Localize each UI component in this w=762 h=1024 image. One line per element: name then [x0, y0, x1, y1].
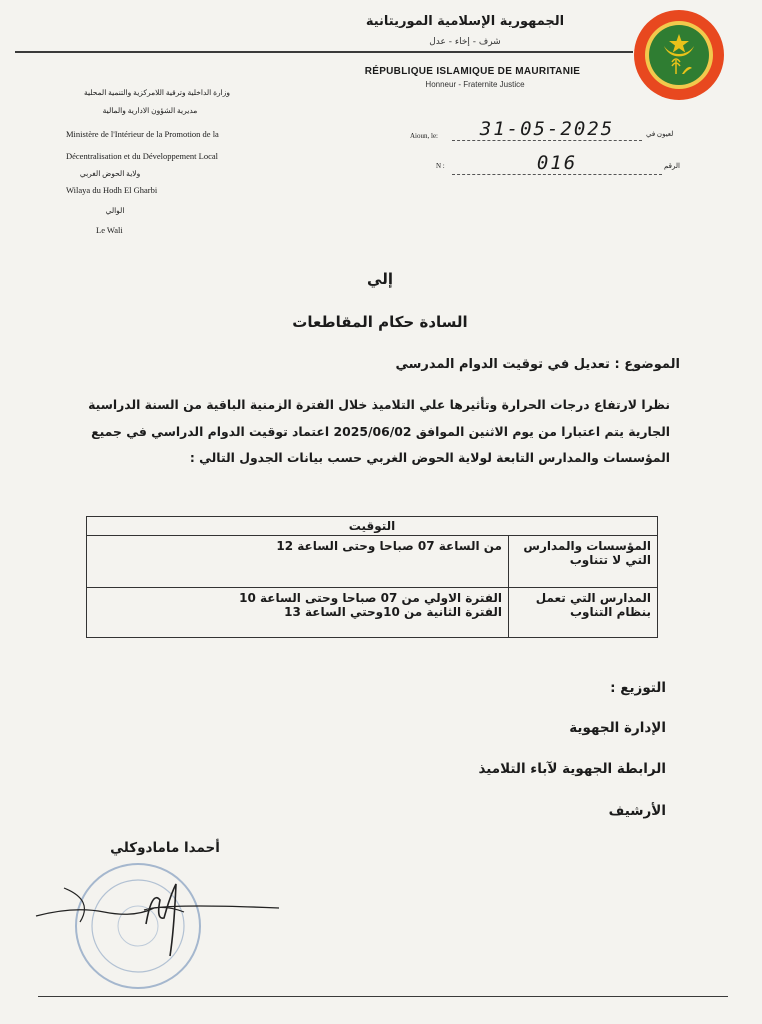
date-label-fr: Aioun, le:: [410, 132, 438, 140]
subject-line: الموضوع : تعديل في توقيت الدوام المدرسي: [395, 357, 680, 372]
national-seal-icon: [632, 8, 726, 102]
ref-label-fr: N :: [436, 162, 445, 170]
motto-ar: شرف - إخاء - عدل: [429, 37, 501, 47]
row-time: [87, 588, 509, 638]
distribution-title: التوزيع :: [610, 680, 666, 696]
schedule-table: [86, 516, 658, 638]
header-divider: [15, 51, 633, 53]
republic-title-fr: RÉPUBLIQUE ISLAMIQUE DE MAURITANIE: [364, 66, 581, 77]
footer-divider: [38, 996, 728, 997]
ministry-name-ar: وزارة الداخلية وترقية اللامركزية والتنمية المحلية: [83, 88, 230, 97]
distribution-item: الأرشيف: [608, 803, 666, 819]
date-label-ar: لعيون في: [646, 130, 674, 138]
row-category: المدارس التي تعمل بنظام التناوب: [509, 588, 658, 638]
directorate-name-ar: مديرية الشؤون الادارية والمالية: [102, 106, 198, 115]
table-row: [87, 588, 658, 638]
wilaya-name-ar: ولاية الحوض الغربي: [79, 169, 141, 178]
reference-row: [410, 152, 680, 178]
distribution-item: الرابطة الجهوية لآباء التلاميذ: [478, 761, 666, 777]
signatory-name: أحمدا مامادوكلي: [110, 840, 220, 856]
distribution-item: الإدارة الجهوية: [569, 720, 666, 736]
table-header: التوقيت: [87, 517, 658, 536]
row-time: [87, 536, 509, 588]
addressee: السادة حكام المقاطعات: [292, 313, 468, 331]
row-time-line-2: الفترة الثانية من 10وحتي الساعة 13: [284, 605, 502, 619]
ref-label-ar: الرقم: [664, 162, 680, 170]
row-category: المؤسسات والمدارس التي لا تتناوب: [509, 536, 658, 588]
republic-title-ar: الجمهورية الإسلامية الموريتانية: [365, 14, 565, 29]
date-value: 31-05-2025: [452, 118, 642, 141]
table-header-row: [87, 517, 658, 536]
ref-value: 016: [452, 152, 662, 175]
table-row: [87, 536, 658, 588]
ministry-name-fr: Ministère de l'Intérieur de la Promotion de la: [66, 129, 219, 139]
date-row: [410, 118, 680, 148]
wali-title-ar: الوالي: [105, 206, 125, 215]
wilaya-name-fr: Wilaya du Hodh El Gharbi: [66, 185, 158, 195]
row-time-line: من الساعة 07 صباحا وحتى الساعة 12: [276, 539, 502, 553]
row-time-line: الفترة الاولي من 07 صباحا وحتى الساعة 10: [239, 591, 502, 605]
wali-title-fr: Le Wali: [96, 225, 123, 235]
to-label: إلي: [367, 270, 393, 288]
motto-fr: Honneur - Fraternite Justice: [425, 80, 525, 89]
body-paragraph: نظرا لارتفاع درجات الحرارة وتأثيرها علي التلاميذ خلال الفترة الزمنية الباقية من السنة الدراسية الجارية يتم اعتبارا من يوم الاثنين الموافق 2025/06/02 اعتماد توقيت الدوام الدراسي في جميع المؤسسات والمدارس التابعة لولاية الحوض الغربي حسب بيانات الجدول التالي :: [88, 397, 670, 465]
ministry-name-fr-2: Décentralisation et du Développement Local: [66, 151, 218, 161]
stamp-and-signature-icon: [34, 860, 294, 995]
